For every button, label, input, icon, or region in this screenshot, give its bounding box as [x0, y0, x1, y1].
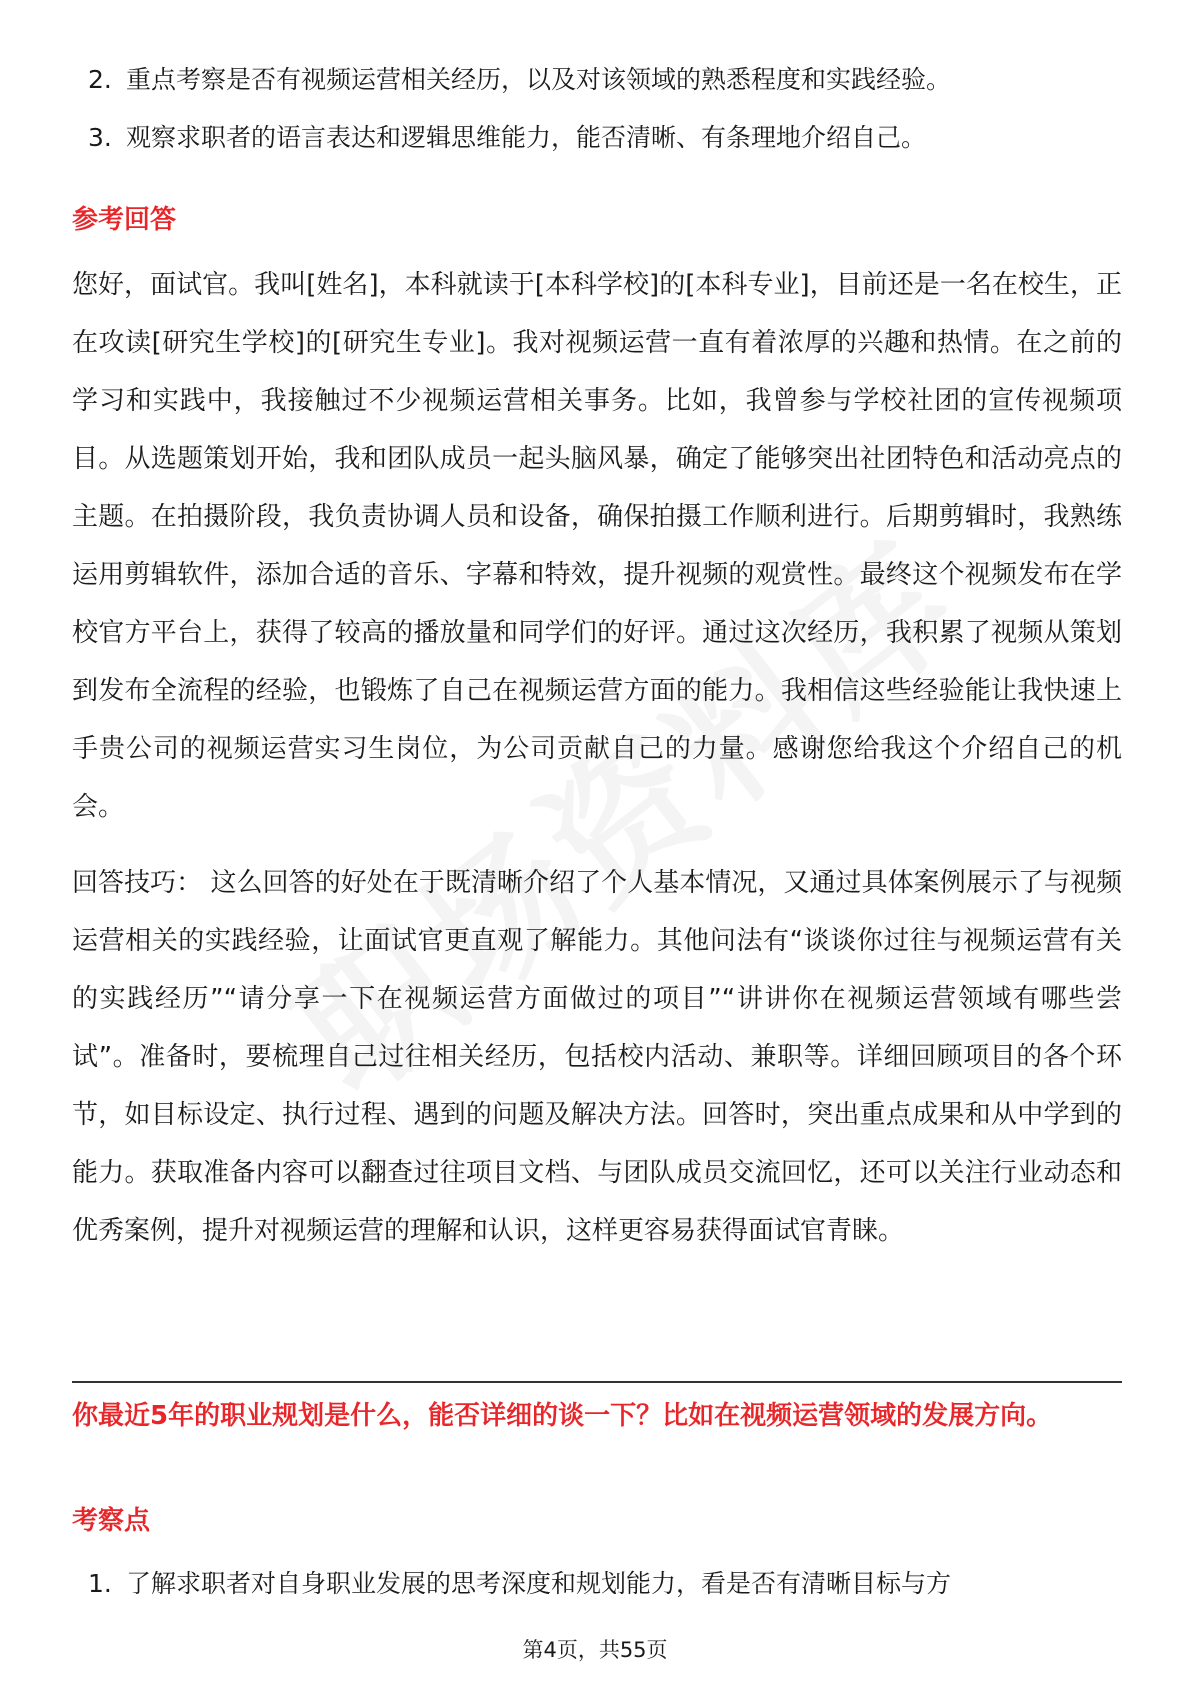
- list-text: 观察求职者的语言表达和逻辑思维能力，能否清晰、有条理地介绍自己。: [126, 123, 927, 152]
- criteria-list-top: [72, 64, 951, 154]
- reference-answer-heading: 参考回答: [72, 205, 177, 235]
- page-footer: 第4页，共55页: [522, 1638, 668, 1662]
- list-number: 1.: [88, 1569, 112, 1598]
- exam-points-heading: 考察点: [72, 1506, 151, 1536]
- list-text: 了解求职者对自身职业发展的思考深度和规划能力，看是否有清晰目标与方: [126, 1569, 952, 1598]
- reference-answer-paragraph: 您好，面试官。我叫[姓名]，本科就读于[本科学校]的[本科专业]，目前还是一名在校生，正在攻读[研究生学校]的[研究生专业]。我对视频运营一直有着浓厚的兴趣和热情。在之前的学习和实践中，我接触过不少视频运营相关事务。比如，我曾参与学校社团的宣传视频项目。从选题策划开始，我和团队成员一起头脑风暴，确定了能够突出社团特色和活动亮点的主题。在拍摄阶段，我负责协调人员和设备，确保拍摄工作顺利进行。后期剪辑时，我熟练运用剪辑软件，添加合适的音乐、字幕和特效，提升视频的观赏性。最终这个视频发布在学校官方平台上，获得了较高的播放量和同学们的好评。通过这次经历，我积累了视频从策划到发布全流程的经验，也锻炼了自己在视频运营方面的能力。我相信这些经验能让我快速上手贵公司的视频运营实习生岗位，为公司贡献自己的力量。感谢您给我这个介绍自己的机会。: [72, 270, 1122, 822]
- list-text: 重点考察是否有视频运营相关经历，以及对该领域的熟悉程度和实践经验。: [126, 65, 952, 94]
- interview-question: 你最近5年的职业规划是什么，能否详细的谈一下？比如在视频运营领域的发展方向。: [72, 1401, 1053, 1431]
- criteria-list-bottom: [72, 1568, 1122, 1600]
- section-divider: [72, 1381, 1122, 1383]
- list-item: [72, 122, 951, 154]
- list-number: 2.: [88, 65, 112, 94]
- list-item: [72, 1568, 1122, 1600]
- list-number: 3.: [88, 123, 112, 152]
- answer-tips-paragraph: 回答技巧： 这么回答的好处在于既清晰介绍了个人基本情况，又通过具体案例展示了与视频运营相关的实践经验，让面试官更直观了解能力。其他问法有“谈谈你过往与视频运营有关的实践经历”“请分享一下在视频运营方面做过的项目”“讲讲你在视频运营领域有哪些尝试”。准备时，要梳理自己过往相关经历，包括校内活动、兼职等。详细回顾项目的各个环节，如目标设定、执行过程、遇到的问题及解决方法。回答时，突出重点成果和从中学到的能力。获取准备内容可以翻查过往项目文档、与团队成员交流回忆，还可以关注行业动态和优秀案例，提升对视频运营的理解和认识，这样更容易获得面试官青睐。: [72, 868, 1122, 1246]
- list-item: [72, 64, 951, 96]
